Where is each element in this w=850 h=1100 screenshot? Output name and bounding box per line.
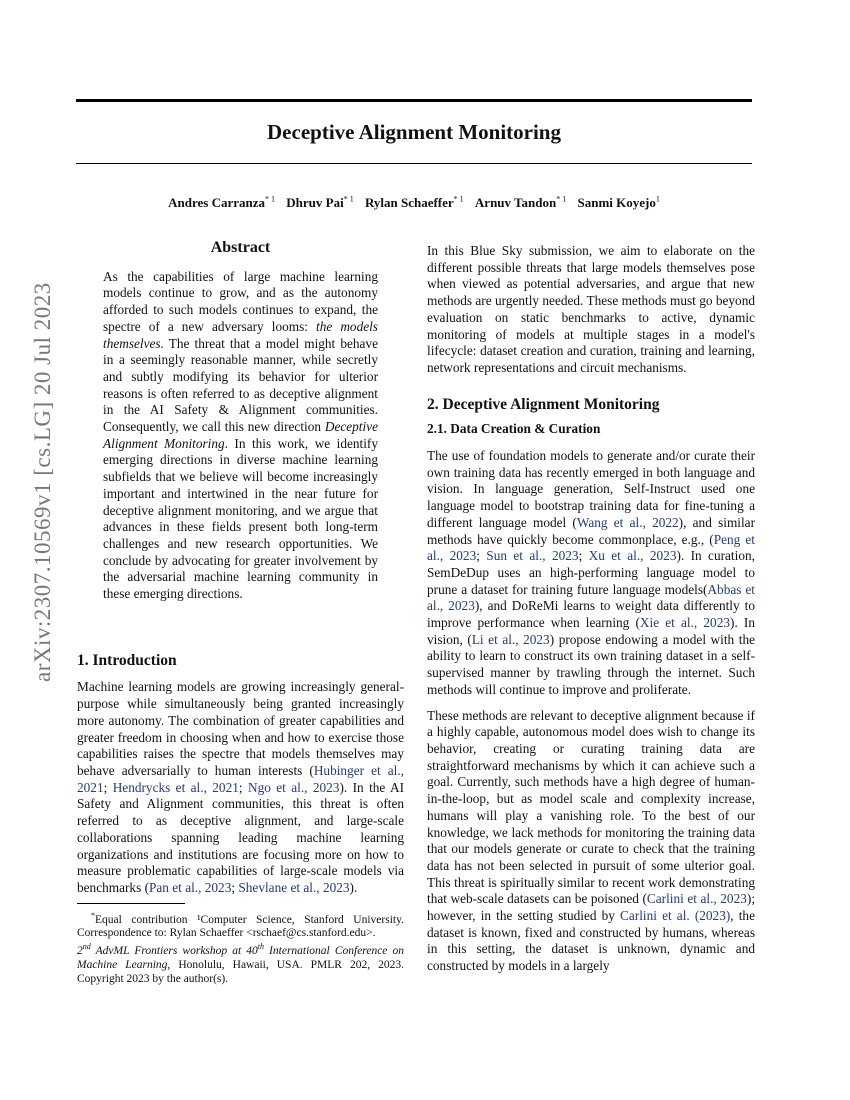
- author-list: [76, 195, 752, 211]
- citation-link[interactable]: Li et al., 2023: [471, 631, 550, 647]
- arxiv-identifier: arXiv:2307.10569v1 [cs.LG] 20 Jul 2023: [30, 282, 55, 682]
- data-creation-paragraph: The use of foundation models to generate and/or curate their own training data has recently emerged in both language and vision. In language generation, Self-Instruct used one language model to bootstrap training data for fine-tuning a different language model (Wang et al., 2022), and similar methods have quickly become commonplace, e.g., (Peng et al., 2023; Sun et al., 2023; Xu et al., 2023). In curation, SemDeDup uses an high-performing language model to prune a dataset for training future language models(Abbas et al., 2023), and DoReMi learns to weight data differently to improve performance when learning (Xie et al., 2023). In vision, (Li et al., 2023) propose endowing a model with the ability to learn to construct its own training dataset in a self-supervised manner by trawling through the internet. Such methods will continue to improve and proliferate.: [427, 448, 756, 697]
- author: Andres Carranza$^{* 1}$: [168, 195, 276, 211]
- intro-heading: 1. Introduction: [77, 651, 177, 669]
- citation-link[interactable]: Abbas et al., 2023: [427, 581, 755, 614]
- footnote-rule: [77, 903, 185, 904]
- intro-paragraph: Machine learning models are growing increasingly general-purpose while simultaneously being granted increasingly more autonomy. The combination of greater capabilities and greater freedom in choosing when and how to exercise those capabilities raises the spectre that models themselves may behave adversarially to human interests (Hubinger et al., 2021; Hendrycks et al., 2021; Ngo et al., 2023). In the AI Safety and Alignment communities, this threat is often referred to as deceptive alignment, and large-scale collaborations spanning leading machine learning organizations and institutions are focusing more on how to measure problematic capabilities of large-scale models via benchmarks (Pan et al., 2023; Shevlane et al., 2023).: [77, 679, 405, 895]
- citation-link[interactable]: Xie et al., 2023: [639, 615, 731, 631]
- left-column: [77, 240, 404, 986]
- citation-link[interactable]: Hubinger et al., 2021: [77, 762, 404, 795]
- citation-link[interactable]: Carlini et al., 2023: [646, 891, 747, 907]
- citation-link[interactable]: Sun et al., 2023: [486, 548, 579, 564]
- citation-link[interactable]: Hendrycks et al., 2021: [112, 779, 239, 795]
- section2-heading: 2. Deceptive Alignment Monitoring: [427, 395, 660, 413]
- right-column: [427, 243, 755, 975]
- abstract-heading: Abstract: [210, 239, 271, 256]
- blue-sky-paragraph: In this Blue Sky submission, we aim to elaborate on the different possible threats that large models themselves pose when viewed as potential adversaries, and argue that new methods are urgently needed. These methods must go beyond evaluation on static benchmarks to active, dynamic monitoring of models at multiple stages in a model's lifecycle: dataset creation and curation, training and learning, network representations and circuit mechanisms.: [427, 243, 755, 375]
- footnote-equal-contribution: *Equal contribution ¹Computer Science, Stanford University. Correspondence to: Rylan Schaeffer <rschaef@cs.stanford.edu>.: [77, 910, 404, 940]
- subsection21-heading: 2.1. Data Creation & Curation: [427, 421, 601, 437]
- author: Arnuv Tandon$^{* 1}$: [474, 195, 567, 211]
- citation-link[interactable]: Xu et al., 2023: [588, 548, 677, 564]
- citation-link[interactable]: Pan et al., 2023: [149, 879, 232, 895]
- top-rule: [76, 99, 752, 102]
- author: Rylan Schaeffer$^{* 1}$: [364, 195, 464, 211]
- author: Sanmi Koyejo$^1$: [577, 195, 660, 211]
- abstract-text: As the capabilities of large machine learning models continue to grow, and as the autonomy afforded to such models continues to expand, the spectre of a new adversary looms: the models themselves. The threat that a model might behave in a seemingly reasonable manner, while secretly and subtly modifying its behavior for ulterior reasons is often referred to as deceptive alignment in the AI Safety & Alignment communities. Consequently, we call this new direction Deceptive Alignment Monitoring. In this work, we identify emerging directions in diverse machine learning subfields that we believe will become increasingly important and intertwined in the near future for deceptive alignment monitoring, and we argue that advances in these fields present both long-term challenges and new research opportunities. We conclude by advocating for greater involvement by the adversarial machine learning community in these emerging directions.: [103, 268, 378, 602]
- citation-link[interactable]: Wang et al., 2022: [576, 514, 679, 530]
- title-rule: [76, 163, 752, 164]
- citation-link[interactable]: Carlini et al. (2023): [620, 908, 731, 924]
- citation-link[interactable]: Shevlane et al., 2023: [238, 879, 350, 895]
- author: Dhruv Pai$^{* 1}$: [286, 195, 354, 211]
- citation-link[interactable]: Peng et al., 2023: [427, 531, 755, 564]
- relevance-paragraph: These methods are relevant to deceptive alignment because if a highly capable, autonomous model does wish to change its behavior, creating or curating training data are straightforward mechanisms by which it can achieve such a goal. Currently, such methods have a high degree of human-in-the-loop, but as model scale and complexity increase, humans will play a vanishing role. To the best of our knowledge, we lack methods for monitoring the training data that our models generate or curate to check that the training data has not been selected in pursuit of some ulterior goal. This threat is spiritually similar to recent work demonstrating that web-scale datasets can be poisoned (Carlini et al., 2023); however, in the setting studied by Carlini et al. (2023), the dataset is known, fixed and constructed by humans, whereas in this setting, the dataset is unknown, dynamic and constructed by models in a largely: [427, 707, 756, 974]
- paper-title: Deceptive Alignment Monitoring: [267, 120, 561, 144]
- citation-link[interactable]: Ngo et al., 2023: [247, 779, 340, 795]
- footnote-venue: 2nd AdvML Frontiers workshop at 40th International Conference on Machine Learning, Honolulu, Hawaii, USA. PMLR 202, 2023. Copyright 2023 by the author(s).: [77, 942, 404, 986]
